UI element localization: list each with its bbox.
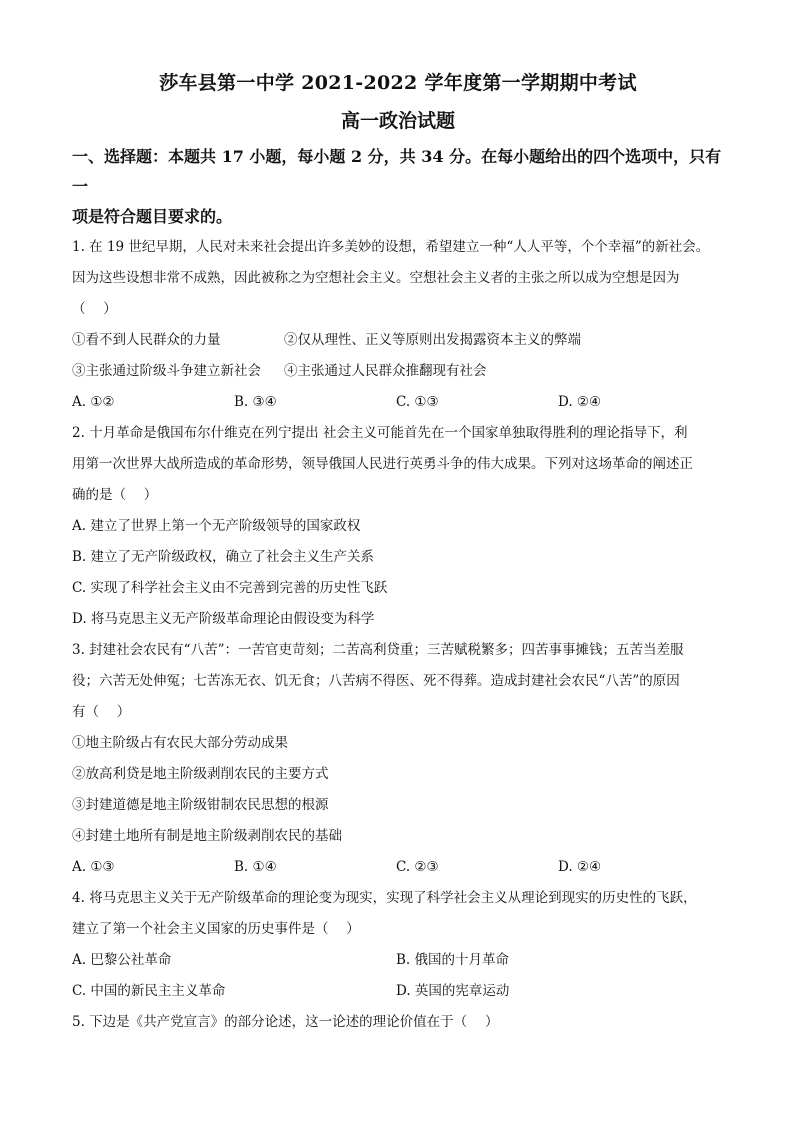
exam-title: 莎车县第一中学 2021-2022 学年度第一学期期中考试 xyxy=(159,72,637,94)
option-c[interactable]: C. ①③ xyxy=(396,394,439,410)
question-4-stem-line1: 4. 将马克思主义关于无产阶级革命的理论变为现实，实现了科学社会主义从理论到现实的历史性的飞跃， xyxy=(72,890,697,906)
option-a[interactable]: A. ①② xyxy=(72,394,115,410)
option-d[interactable]: D. ②④ xyxy=(558,859,602,875)
statement-2: ②仅从理性、正义等原则出发揭露资本主义的弊端 xyxy=(284,332,581,348)
question-2 xyxy=(72,418,724,635)
statement-2: ②放高利贷是地主阶级剥削农民的主要方式 xyxy=(72,766,329,782)
statement-1: ①看不到人民群众的力量 xyxy=(72,332,221,348)
option-b[interactable]: B. 建立了无产阶级政权，确立了社会主义生产关系 xyxy=(72,549,375,565)
option-c[interactable]: C. ②③ xyxy=(396,859,439,875)
question-2-stem-line2: 用第一次世界大战所造成的革命形势，领导俄国人民进行英勇斗争的伟大成果。下列对这场革命的阐述正 xyxy=(72,456,693,472)
statement-4: ④封建土地所有制是地主阶级剥削农民的基础 xyxy=(72,828,342,844)
question-1-stem-line1: 1. 在 19 世纪早期，人民对未来社会提出许多美妙的设想，希望建立一种“人人平等，个个幸福”的新社会。 xyxy=(72,239,710,255)
option-c[interactable]: C. 中国的新民主主义革命 xyxy=(72,983,226,999)
question-4-options-row2 xyxy=(72,976,724,1007)
option-a[interactable]: A. ①③ xyxy=(72,859,115,875)
exam-subtitle: 高一政治试题 xyxy=(340,110,455,132)
option-a[interactable]: A. 巴黎公社革命 xyxy=(72,952,172,968)
question-3-stem-line2: 役；六苦无处伸冤；七苦冻无衣、饥无食；八苦病不得医、死不得葬。造成封建社会农民“八苦”的原因 xyxy=(72,673,680,689)
statement-4: ④主张通过人民群众推翻现有社会 xyxy=(284,363,487,379)
question-3-options xyxy=(72,852,724,883)
question-4 xyxy=(72,883,724,1007)
question-1-stem-line2: 因为这些设想非常不成熟，因此被称之为空想社会主义。空想社会主义者的主张之所以成为空想是因为 xyxy=(72,270,680,286)
option-b[interactable]: B. ③④ xyxy=(234,394,277,410)
statement-3: ③封建道德是地主阶级钳制农民思想的根源 xyxy=(72,797,329,813)
option-d[interactable]: D. ②④ xyxy=(558,394,602,410)
question-3-stem-line3: 有（ ） xyxy=(72,704,131,720)
question-1-stem-line3: （ ） xyxy=(72,301,117,317)
question-3 xyxy=(72,635,724,883)
question-4-stem-line2: 建立了第一个社会主义国家的历史事件是（ ） xyxy=(72,921,360,937)
question-2-stem-line3: 确的是（ ） xyxy=(72,487,158,503)
question-2-stem-line1: 2. 十月革命是俄国布尔什维克在列宁提出 社会主义可能首先在一个国家单独取得胜利的理论指导下，利 xyxy=(72,425,688,441)
question-1-statements-row1 xyxy=(72,325,724,356)
statement-1: ①地主阶级占有农民大部分劳动成果 xyxy=(72,735,288,751)
question-1-statements-row2 xyxy=(72,356,724,387)
question-1-options xyxy=(72,387,724,418)
question-1 xyxy=(72,232,724,418)
option-d[interactable]: D. 英国的宪章运动 xyxy=(396,983,510,999)
option-b[interactable]: B. ①④ xyxy=(234,859,277,875)
section-heading-line2: 项是符合题目要求的。 xyxy=(72,207,233,226)
question-5-stem-line1: 5. 下边是《共产党宣言》的部分论述，这一论述的理论价值在于（ ） xyxy=(72,1014,499,1030)
question-5 xyxy=(72,1007,724,1038)
option-c[interactable]: C. 实现了科学社会主义由不完善到完善的历史性飞跃 xyxy=(72,580,388,596)
section-heading-line1: 一、选择题：本题共 17 小题，每小题 2 分，共 34 分。在每小题给出的四个选项中，只有一 xyxy=(72,147,722,196)
option-a[interactable]: A. 建立了世界上第一个无产阶级领导的国家政权 xyxy=(72,518,361,534)
option-d[interactable]: D. 将马克思主义无产阶级革命理论由假设变为科学 xyxy=(72,611,375,627)
question-3-stem-line1: 3. 封建社会农民有“八苦”：一苦官吏苛刻；二苦高利贷重；三苦赋税繁多；四苦事事摊钱；五苦当差服 xyxy=(72,642,684,658)
option-b[interactable]: B. 俄国的十月革命 xyxy=(396,952,510,968)
statement-3: ③主张通过阶级斗争建立新社会 xyxy=(72,363,261,379)
question-4-options-row1 xyxy=(72,945,724,976)
